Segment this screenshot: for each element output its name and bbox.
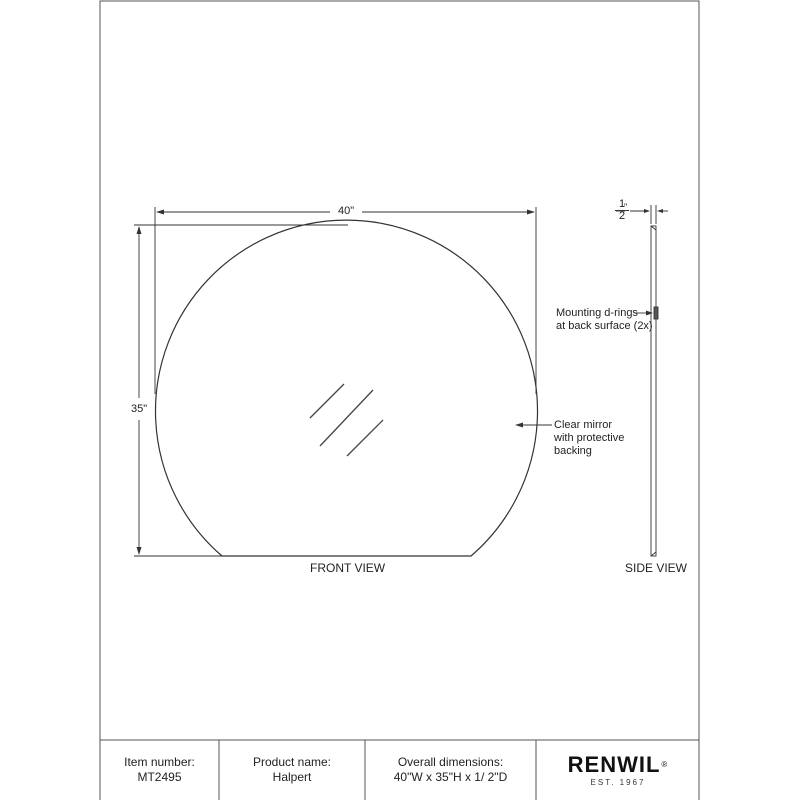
d-ring-icon bbox=[654, 307, 658, 319]
width-dimension-label: 40" bbox=[338, 205, 355, 217]
depth-denominator: 2 bbox=[615, 210, 629, 222]
drings-callout-line-2: at back surface (2x) bbox=[556, 320, 653, 332]
registered-mark: ® bbox=[661, 760, 669, 769]
side-view-label: SIDE VIEW bbox=[625, 561, 688, 575]
drings-callout-line-1: Mounting d-rings bbox=[556, 307, 638, 319]
side-view-profile bbox=[651, 226, 658, 556]
item-number-label: Item number: bbox=[124, 755, 195, 769]
dimensions-value: 40"W x 35"H x 1/ 2"D bbox=[393, 770, 508, 784]
mirror-callout-line-3: backing bbox=[554, 445, 592, 457]
item-number-cell bbox=[100, 740, 219, 800]
mirror-callout-leader bbox=[515, 423, 552, 428]
product-name-cell bbox=[219, 740, 365, 800]
depth-numerator: 1 bbox=[618, 198, 626, 210]
depth-unit: " bbox=[624, 202, 628, 212]
front-view-label: FRONT VIEW bbox=[310, 561, 386, 575]
height-dimension bbox=[134, 225, 348, 556]
mirror-callout-line-1: Clear mirror bbox=[554, 419, 613, 431]
mirror-callout-line-2: with protective bbox=[554, 432, 625, 444]
reflection-icon bbox=[310, 384, 383, 456]
brand-name: RENWIL bbox=[567, 752, 661, 777]
product-name-label: Product name: bbox=[252, 755, 332, 769]
brand-logo bbox=[536, 740, 700, 800]
mirror-outline bbox=[156, 220, 538, 556]
drings-callout bbox=[556, 307, 653, 333]
mirror-callout bbox=[554, 419, 624, 458]
page-border bbox=[100, 1, 699, 800]
dimensions-label: Overall dimensions: bbox=[397, 755, 504, 769]
height-dimension-label: 35" bbox=[131, 403, 148, 415]
product-name-value: Halpert bbox=[272, 770, 312, 784]
item-number-value: MT2495 bbox=[137, 770, 182, 784]
brand-established: EST. 1967 bbox=[590, 778, 646, 787]
dimensions-cell bbox=[365, 740, 536, 800]
width-dimension bbox=[155, 207, 536, 394]
